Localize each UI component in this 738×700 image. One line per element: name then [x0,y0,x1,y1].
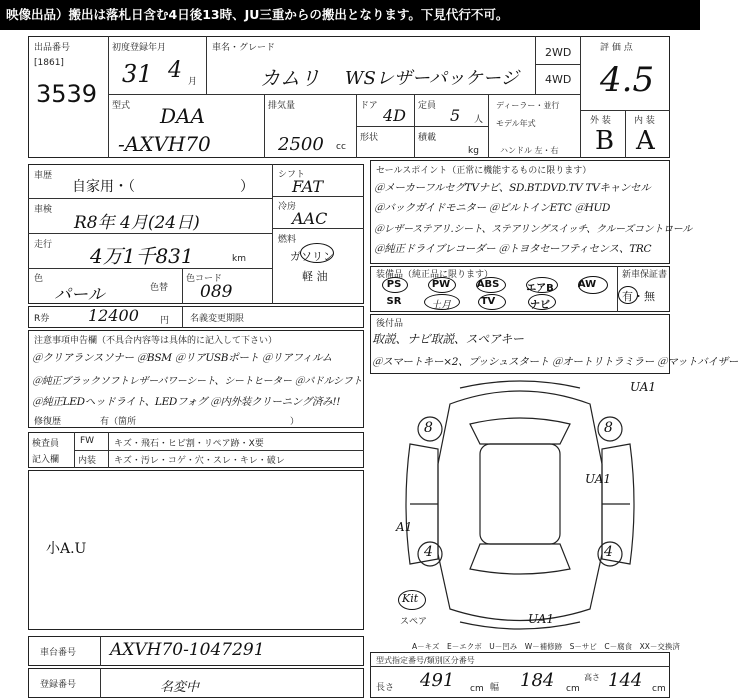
color-code: 089 [200,282,233,302]
lot-number: 3539 [36,80,98,108]
ac-label: 冷房 [278,202,297,212]
name-label: 車名・グレード [212,43,276,53]
shape-label: 形状 [360,133,379,143]
lot-sub: [1861] [34,58,64,68]
equipment-tv: TV [480,296,496,307]
height-label: 高さ [584,673,600,682]
mileage-value: 4万1千831 [90,244,194,268]
capacity-label: 定員 [418,101,437,111]
damage-mark: A1 [396,520,413,534]
lot-label: 出品番号 [34,43,71,53]
registration-label: 登録番号 [40,680,77,690]
header-banner: 映像出品）搬出は落札日含む4日後13時、JU三重からの搬出となります。下見代行不可。 [0,0,700,30]
interior-check-label: 内装 [78,456,97,466]
sales-point-line: ＠メーカーフルセグTVナビ、SD.BT.DVD.TV TVキャンセル [374,182,651,194]
person-unit: 人 [474,115,484,125]
len-value: 491 [420,670,455,691]
drive-2wd: 2WD [545,46,572,59]
doors-label: ドア [360,101,378,111]
spare-label: スペア [400,617,428,627]
spare-value: Kit [402,592,419,605]
after-market-title: 後付品 [376,319,404,329]
interior-grade: A [636,126,655,156]
recycle-unit: 円 [160,316,170,326]
exterior-grade: B [595,126,615,156]
damage-mark: UA1 [630,380,657,394]
damage-mark: UA1 [528,612,555,626]
model-label: 型式 [112,101,131,111]
sales-point-line: ＠レザーステアリ.シート、ステアリングスイッチ、クルーズコントロール [374,224,692,235]
sales-point-line: ＠純正ドライブレコーダー ＠トヨタセーフティセンス、TRC [374,243,652,255]
month-unit: 月 [188,77,198,87]
name-change-label: 名義変更期限 [190,314,245,324]
shift-label: シフト [278,170,306,180]
equipment-sr-value: 土月 [431,300,451,311]
color-label: 色 [34,274,44,284]
equipment-navi: ナビ [530,300,550,311]
color-value: パール [54,285,105,305]
shift-value: FAT [292,177,324,196]
sales-point-line: ＠バックガイドモニター ＠ビルトインETC ＠HUD [374,202,611,214]
color-diff-label: 色替 [150,283,169,293]
height-value: 144 [608,670,643,691]
fuel-gasoline-circle [300,243,334,263]
history-close: ） [240,179,254,195]
inspector-label: 検査員 [32,439,60,449]
after-market-line: 取説、ナビ取説、スペアキー [372,332,524,346]
model-prefix: DAA [160,104,205,128]
first-reg-month: 4 [168,58,182,83]
damage-legend: A－キズ E－エクボ U－凹み W－補修跡 S－サビ C－腐食 XX－交換済 [412,642,680,651]
after-market-line: ＠スマートキー×2、プッシュスタート ＠オートリトラミラー ＠マットバイザー [372,356,738,368]
fw-label: FW [80,436,95,446]
interior-label: 内 装 [634,116,655,126]
height-unit: cm [652,684,666,694]
drive-4wd: 4WD [545,73,572,86]
load-label: 積載 [418,133,437,143]
interior-items: キズ・汚レ・コゲ・穴・スレ・キレ・破レ [114,456,285,466]
load-unit: kg [468,146,479,156]
entry-label: 記入欄 [32,455,60,465]
doors: 4D [383,106,407,125]
fuel-label: 燃料 [278,235,297,245]
inspector-note: 小A.U [46,541,87,557]
tire-mark: 4 [604,544,613,560]
fw-items: キズ・飛石・ヒビ割・リペア跡・X要 [114,439,264,449]
score-value: 4.5 [600,60,655,100]
inspection-value: R8年 4月(24日) [74,213,200,233]
score-label: 評 価 点 [600,43,633,53]
first-reg-year: 31 [122,60,153,88]
equipment-aw: AW [577,279,597,290]
grade: WSレザーパッケージ [345,68,519,89]
equipment-ps: PS [386,279,402,290]
tire-mark: 8 [604,420,613,436]
repair-value: 有（箇所 [100,417,137,427]
exterior-label: 外 装 [590,116,611,126]
sales-points-title: セールスポイント（正常に機能するものに限ります） [376,166,592,176]
chassis-label: 車台番号 [40,648,77,658]
car-name: カムリ [260,66,320,90]
cc-unit: cc [336,142,346,152]
registration-value: 名変中 [160,680,200,695]
ac-value: AAC [292,209,328,228]
notes-line: ＠純正ブラックソフトレザーパワーシート、シートヒーター ＠パドルシフト [32,376,363,387]
tire-mark: 8 [424,420,433,436]
width-label: 幅 [490,683,500,693]
recycle-value: 12400 [88,306,139,325]
history-label: 車歴 [34,171,53,181]
handle-label: ハンドル 左・右 [500,146,559,155]
fuel-gasoline: ガソリン [290,250,334,263]
equipment-abs: ABS [476,279,500,290]
fuel-diesel: 軽 油 [302,270,328,283]
equipment-title: 装備品（純正品に限ります） [376,270,494,280]
model-code: -AXVH70 [118,132,211,156]
first-reg-label: 初度登録年月 [112,43,167,53]
new-car-label: 新車保証書 [622,270,668,280]
width-unit: cm [566,684,580,694]
repair-label: 修復歴 [34,417,62,427]
color-code-label: 色コード [186,274,223,284]
recycle-label: R券 [34,314,50,324]
displacement: 2500 [278,134,324,155]
notes-title: 注意事項申告欄（不具合内容等は具体的に記入して下さい） [34,336,278,346]
mileage-label: 走行 [34,240,53,250]
equipment-pw: PW [431,279,451,290]
chassis-value: AXVH70-1047291 [110,640,265,660]
len-label: 長さ [376,683,395,693]
capacity: 5 [450,106,461,125]
len-unit: cm [470,684,484,694]
mileage-unit: km [232,254,246,264]
width-value: 184 [520,670,555,691]
repair-close: ） [290,417,300,427]
history-value: 自家用・（ [72,179,135,195]
inspection-label: 車検 [34,205,53,215]
equipment-airbag: エアB [526,283,554,294]
new-car-value: 有・無 [622,290,655,303]
size-label: 型式指定番号/類別区分番号 [376,656,475,665]
equipment-sr: SR [386,296,402,307]
model-year-label: モデル年式 [496,119,536,128]
damage-mark: UA1 [585,472,612,486]
displacement-label: 排気量 [268,101,296,111]
notes-line: ＠純正LEDヘッドライト、LEDフォグ ＠内外装クリーニング済み!! [32,396,341,408]
dealer-label: ディーラー・並行 [496,101,560,110]
notes-line: ＠クリアランスソナー ＠BSM ＠リアUSBポート ＠リアフィルム [32,352,332,364]
tire-mark: 4 [424,544,433,560]
